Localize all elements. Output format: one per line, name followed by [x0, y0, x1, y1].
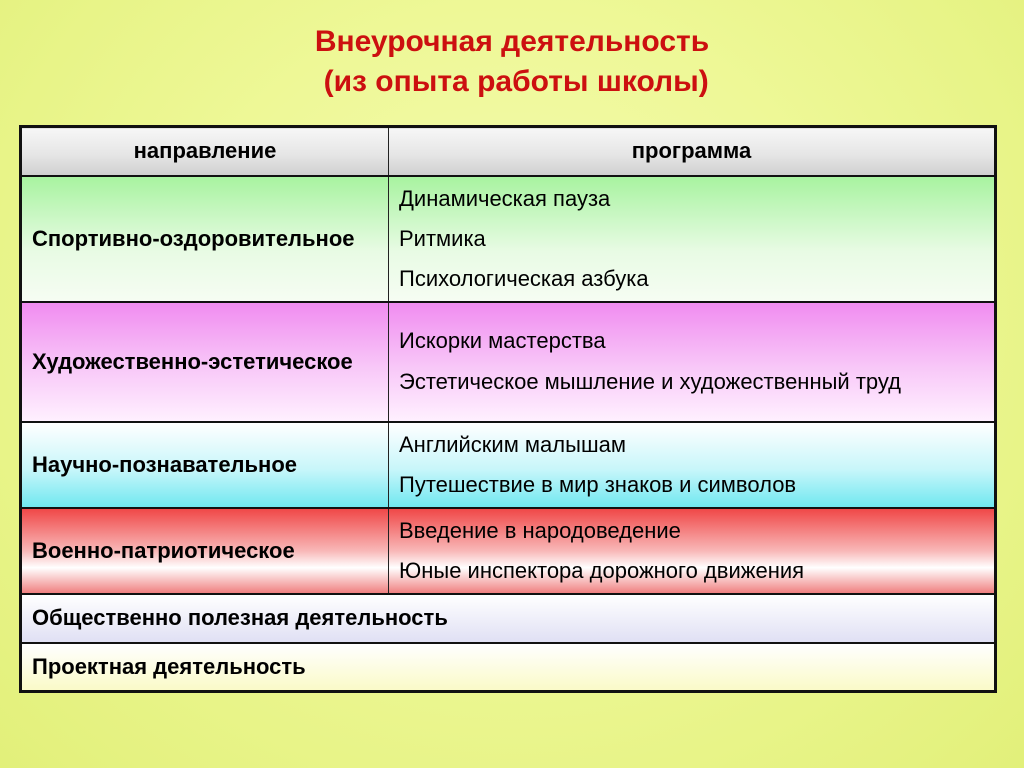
program-cell: [389, 508, 996, 594]
title-line-2: (из опыта работы школы): [315, 65, 709, 98]
table-row: [21, 594, 996, 643]
program-item: Ритмика: [399, 225, 486, 251]
program-item: Введение в народоведение: [399, 517, 681, 543]
program-cell: [389, 302, 996, 422]
program-item: Искорки мастерства: [399, 327, 606, 353]
table-row: [21, 508, 996, 594]
direction-cell: Военно-патриотическое: [21, 508, 389, 594]
program-item: Эстетическое мышление и художественный труд: [399, 368, 901, 394]
direction-cell: Художественно-эстетическое: [21, 302, 389, 422]
table-row: [21, 176, 996, 302]
activities-table: [19, 125, 997, 693]
program-item: Юные инспектора дорожного движения: [399, 557, 805, 583]
header-direction: направление: [21, 127, 389, 176]
direction-cell: Спортивно-оздоровительное: [21, 176, 389, 302]
table-row: [21, 422, 996, 508]
program-item: Динамическая пауза: [399, 185, 611, 211]
program-item: Путешествие в мир знаков и символов: [399, 471, 797, 497]
table-row: [21, 643, 996, 692]
table-header-row: [21, 127, 996, 176]
direction-cell: Научно-познавательное: [21, 422, 389, 508]
table-row: [21, 302, 996, 422]
full-width-cell: Проектная деятельность: [21, 643, 996, 692]
program-item: Психологическая азбука: [399, 265, 649, 291]
program-cell: [389, 422, 996, 508]
program-item: Английским малышам: [399, 431, 626, 457]
title-line-1: Внеурочная деятельность: [314, 25, 710, 58]
page-title: [0, 22, 1024, 102]
header-program: программа: [389, 127, 996, 176]
program-cell: [389, 176, 996, 302]
full-width-cell: Общественно полезная деятельность: [21, 594, 996, 643]
